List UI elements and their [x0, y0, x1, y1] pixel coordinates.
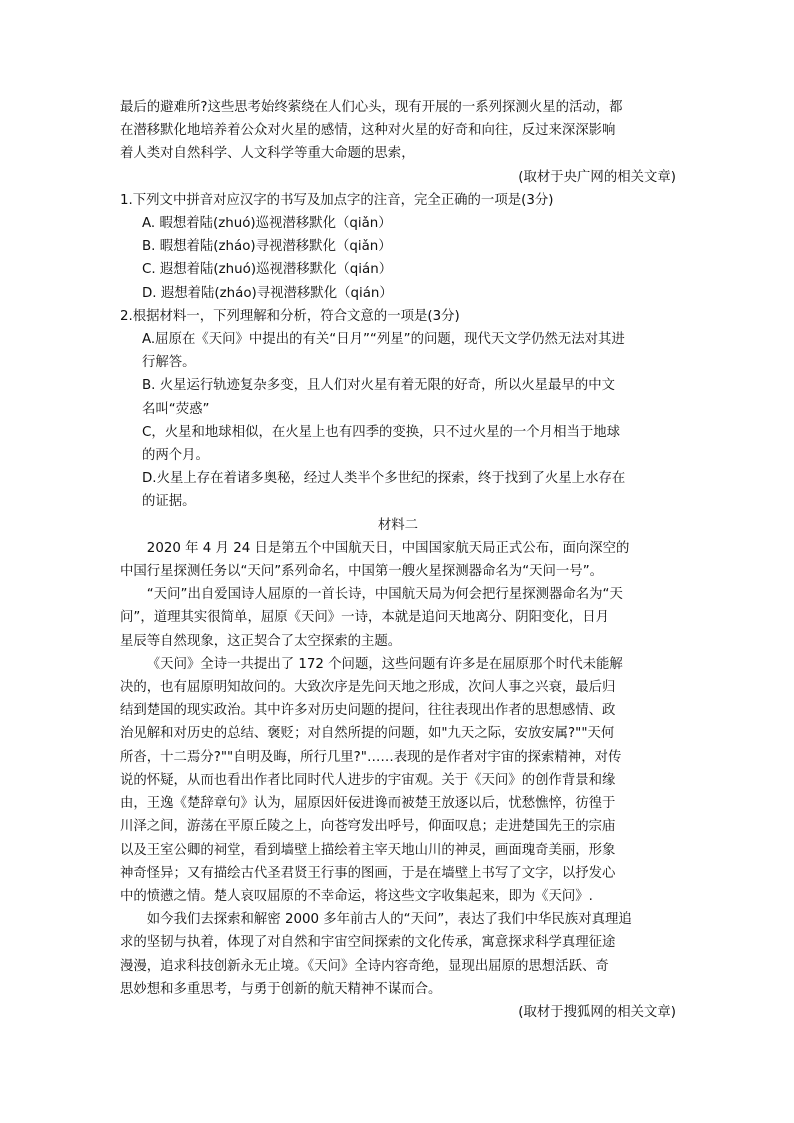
paragraph-line: 星辰等自然现象，这正契合了太空探索的主题。: [120, 633, 402, 649]
question-2-option-b-line: B. 火星运行轨迹复杂多变，且人们对火星有着无限的好奇，所以火星最早的中文: [142, 378, 615, 394]
question-2-option-a-line: A.屈原在《天问》中提出的有关“日月”“列星”的问题，现代天文学仍然无法对其进: [142, 332, 625, 348]
paragraph-line: 中国行星探测任务以“天问”系列命名，中国第一艘火星探测器命名为“天问一号”。: [120, 564, 604, 580]
paragraph-line: 如今我们去探索和解密 2000 多年前古人的“天问”，表达了我们中华民族对真理追: [146, 912, 632, 928]
question-1-stem: 1.下列文中拼音对应汉字的书写及加点字的注音，完全正确的一项是(3分): [120, 192, 554, 208]
paragraph-line: 决的，也有屈原明知故问的。大致次序是先问天地之形成，次问人事之兴衰，最后归: [120, 680, 616, 696]
paragraph-line: 治见解和对历史的总结、褒贬；对自然所提的问题，如"九天之际，安放安属?""天何: [120, 726, 615, 742]
question-1-option-a: A. 暇想着陆(zhuó)巡视潜移默化（qiǎn）: [142, 216, 392, 232]
paragraph-line: 所沓，十二焉分?""自明及晦，所行几里?"……表现的是作者对宇宙的探索精神，对传: [120, 749, 622, 765]
paragraph-line: “天问”出自爱国诗人屈原的一首长诗，中国航天局为何会把行星探测器命名为“天: [146, 587, 623, 603]
paragraph-line: 2020 年 4 月 24 日是第五个中国航天日，中国国家航天局正式公布，面向深空的: [146, 540, 630, 556]
paragraph-line: 结到楚国的现实政治。其中许多对历史问题的提问，往往表现出作者的思想感情、政: [120, 703, 616, 719]
paragraph-line: 求的坚韧与执着，体现了对自然和宇宙空间探索的文化传承，寓意探求科学真理征途: [120, 935, 616, 951]
source-citation-2: (取材于搜狐网的相关文章): [518, 1004, 676, 1020]
paragraph-line: 思妙想和多重思考，与勇于创新的航天精神不谋而合。: [120, 981, 442, 997]
intro-line: 着人类对自然科学、人文科学等重大命题的思索，: [120, 146, 415, 162]
paragraph-line: 由，王逸《楚辞章句》认为，屈原因奸佞进谗而被楚王放逐以后，忧愁憔悴，彷徨于: [120, 796, 616, 812]
question-2-option-d-line: D.火星上存在着诸多奥秘，经过人类半个多世纪的探索，终于找到了火星上水存在: [142, 471, 626, 487]
paragraph-line: 神奇怪异；又有描绘古代圣君贤王行事的图画，于是在墙壁上书写了文字，以抒发心: [120, 865, 616, 881]
question-1-option-d: D. 遐想着陆(zháo)寻视潜移默化（qián）: [142, 285, 393, 301]
paragraph-line: 中的愤懑之情。楚人哀叹屈原的不幸命运，将这些文字收集起来，即为《天问》.: [120, 888, 593, 904]
paragraph-line: 说的怀疑，从而也看出作者比同时代人进步的宇宙观。关于《天问》的创作背景和缘: [120, 772, 616, 788]
paragraph-line: 问”，道理其实很简单，屈原《天问》一诗，本就是追问天地离分、阴阳变化，日月: [120, 610, 609, 626]
question-2-option-b-line: 名叫“荧惑”: [142, 401, 210, 417]
question-1-option-c: C. 遐想着陆(zhuó)巡视潜移默化（qián）: [142, 262, 393, 278]
question-2-option-a-line: 行解答。: [142, 355, 196, 371]
intro-line: 在潜移默化地培养着公众对火星的感情，这种对火星的好奇和向往，反过来深深影响: [120, 123, 616, 139]
paragraph-line: 以及王室公卿的祠堂，看到墙壁上描绘着主宰天地山川的神灵，画面瑰奇美丽，形象: [120, 842, 616, 858]
paragraph-line: 川泽之间，游荡在平原丘陵之上，向苍穹发出呼号，仰面叹息；走进楚国先王的宗庙: [120, 819, 616, 835]
question-2-option-c-line: C，火星和地球相似，在火星上也有四季的变换，只不过火星的一个月相当于地球: [142, 424, 621, 440]
source-citation-1: (取材于央广网的相关文章): [518, 169, 676, 185]
paragraph-line: 《天问》全诗一共提出了 172 个问题，这些问题有许多是在屈原那个时代未能解: [146, 656, 623, 672]
document-page: [120, 96, 676, 1024]
question-1-option-b: B. 暇想着陆(zháo)寻视潜移默化（qiǎn）: [142, 239, 392, 255]
material-2-heading: 材料二: [377, 517, 419, 533]
paragraph-line: 漫漫，追求科技创新永无止境。《天问》全诗内容奇绝，显现出屈原的思想活跃、奇: [120, 958, 609, 974]
question-2-option-d-line: 的证据。: [142, 494, 196, 510]
intro-line: 最后的避难所?这些思考始终萦绕在人们心头，现有开展的一系列探测火星的活动，都: [120, 100, 623, 115]
question-2-option-c-line: 的两个月。: [142, 448, 209, 464]
question-2-stem: 2.根据材料一，下列理解和分析，符合文意的一项是(3分): [120, 308, 460, 324]
